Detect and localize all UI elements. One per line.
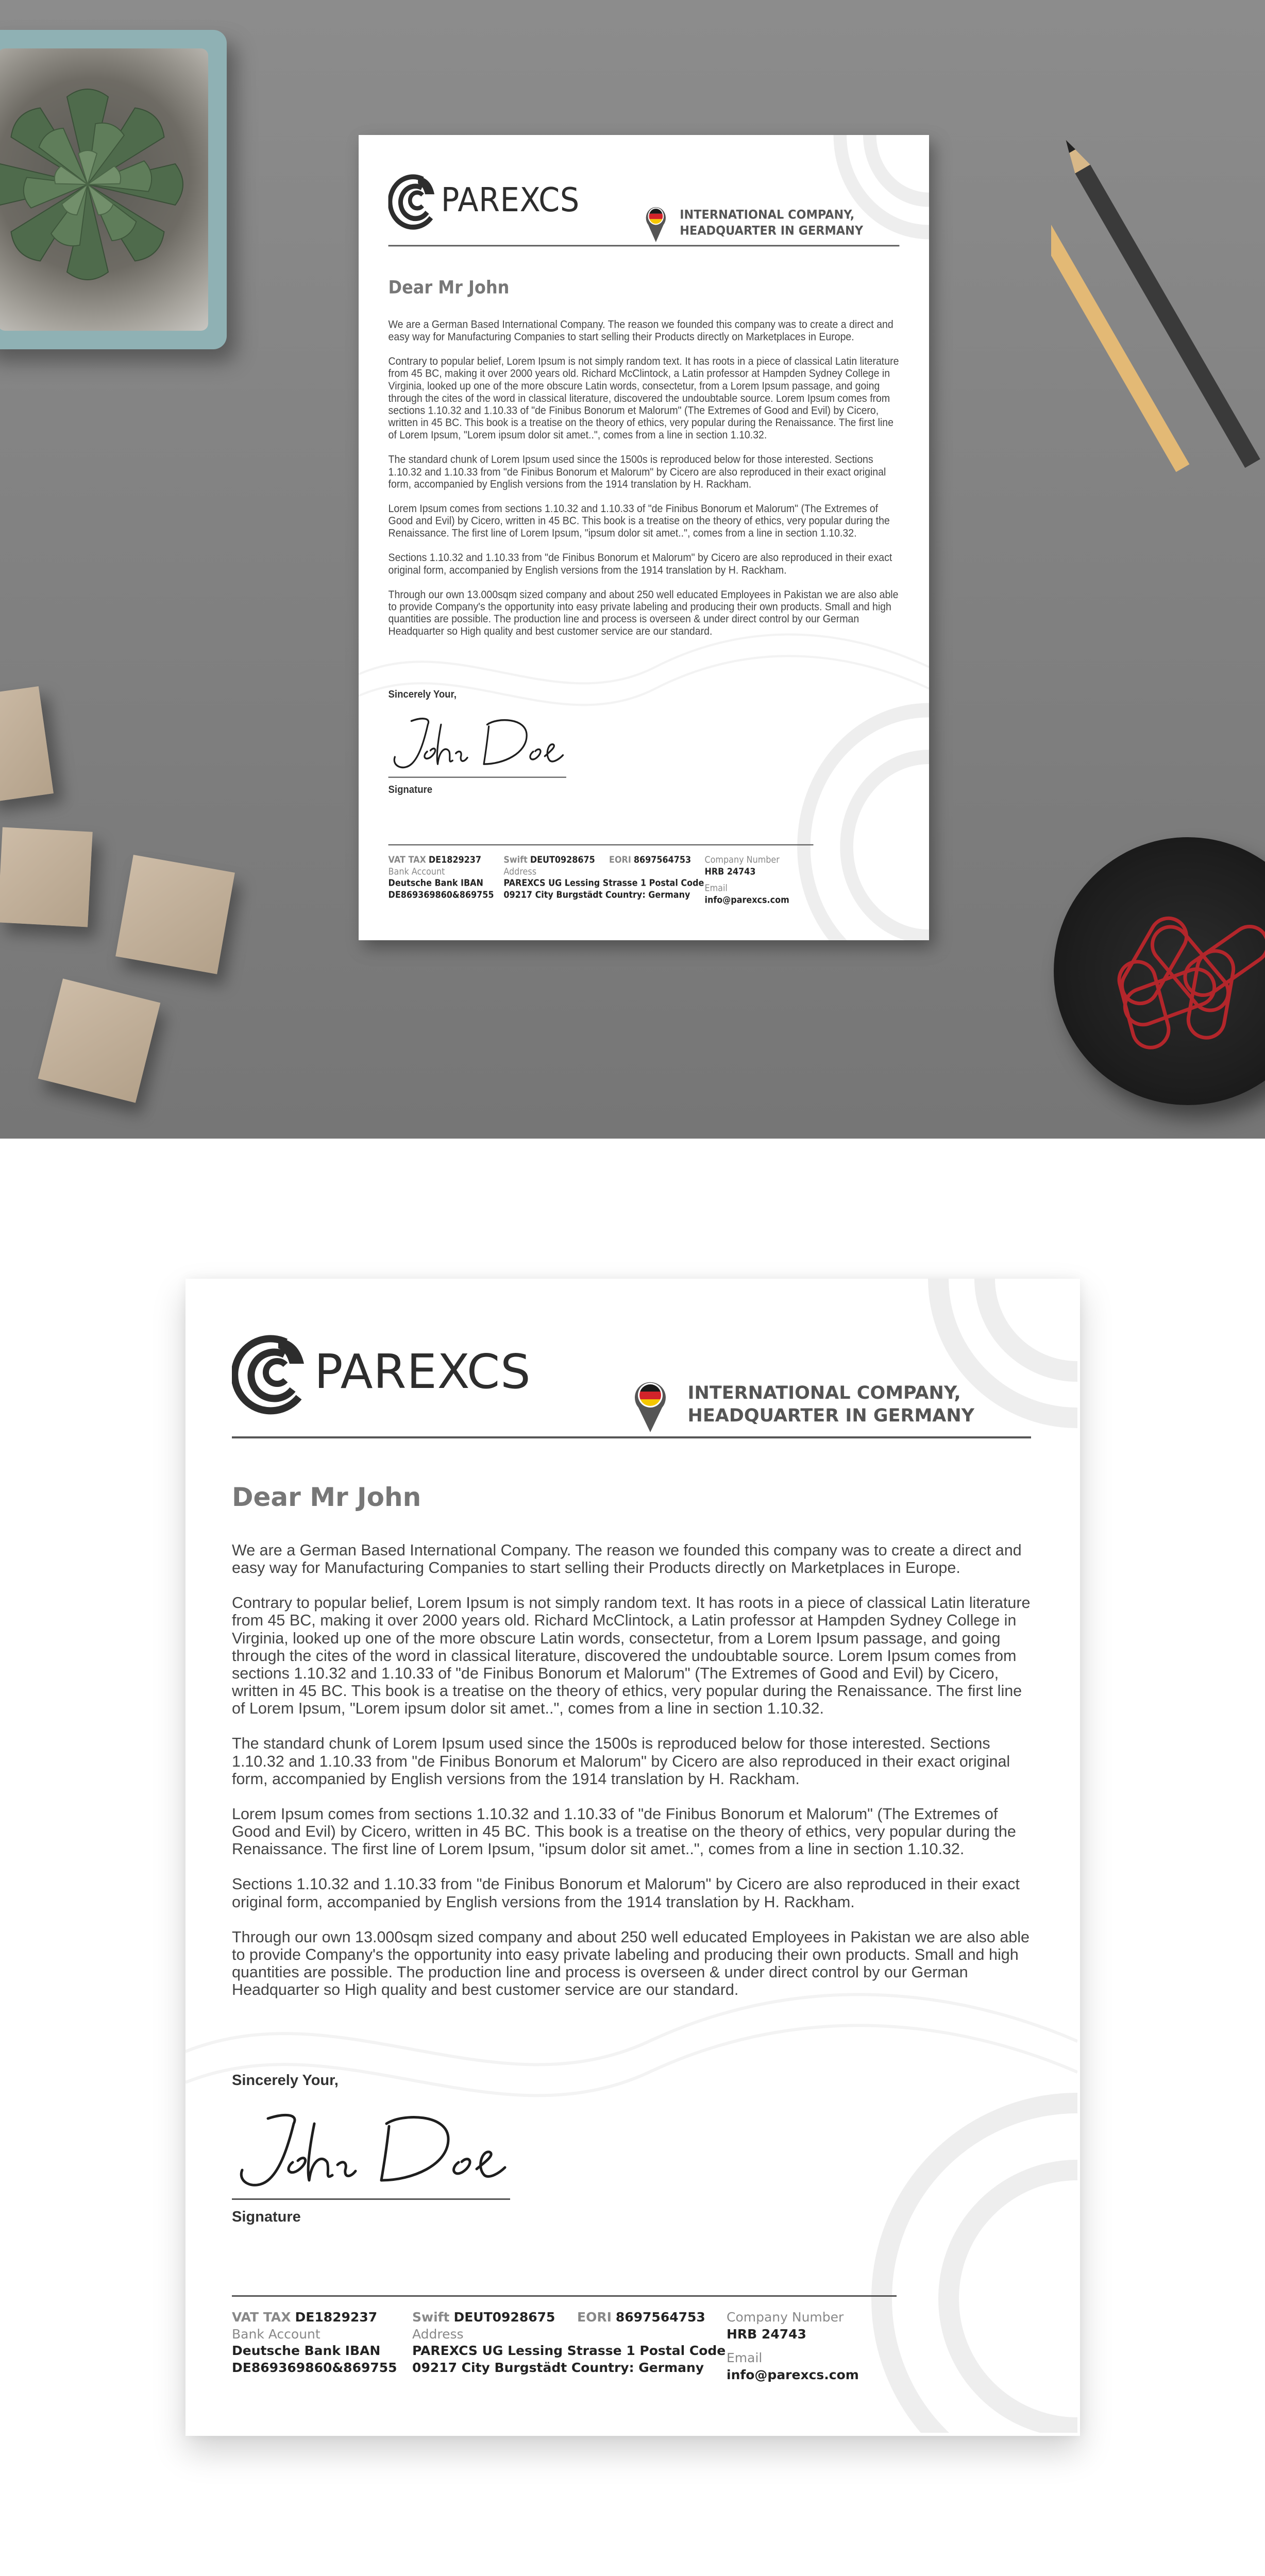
footer-col-company [704,854,789,906]
footer-col-eori [577,2309,705,2326]
wooden-block [38,978,161,1103]
letter-header [389,164,900,246]
company-name: PAREXCS [441,180,580,219]
succulent-icon [0,87,185,282]
signature-label: Signature [388,784,433,795]
footer-rule [389,844,814,845]
hq-line-1: INTERNATIONAL COMPANY, [687,1383,961,1404]
company-number-value: HRB 24743 [704,866,756,877]
eori-value: 8697564753 [633,854,691,865]
headquarter-text [680,207,863,239]
address-label: Address [503,866,537,877]
email-label: Email [727,2350,763,2365]
footer-rule [232,2295,897,2297]
body-paragraph: Contrary to popular belief, Lorem Ipsum is not simply random text. It has roots in a piece of classical Latin literature from 45 BC, making it over 2000 years old. Richard McClintock, a Latin professor at Hampden Sydney College in Virginia, looked up one of the more obscure Latin words, consectetur, from a Lorem Ipsum passage, and going through the cites of the word in classical literature, discovered the undoubtable source. Lorem Ipsum comes from sections 1.10.32 and 1.10.33 of "de Finibus Bonorum et Malorum" (The Extremes of Good and Evil) by Cicero, written in 45 BC. This book is a treatise on the theory of ethics, very popular during the Renaissance. The first line of Lorem Ipsum, "Lorem ipsum dolor sit amet..", comes from a line in section 1.10.32. [388,355,899,442]
letter-body [232,1541,1031,2016]
company-name: PAREXCS [314,1344,531,1399]
vat-label: VAT TAX [232,2310,291,2325]
plant-pot [0,30,227,349]
letter-content-small [359,135,929,940]
body-paragraph: Lorem Ipsum comes from sections 1.10.32 and 1.10.33 of "de Finibus Bonorum et Malorum" (The Extremes of Good and Evil) by Cicero, written in 45 BC. This book is a treatise on the theory of ethics, very popular during the Renaissance. The first line of Lorem Ipsum, "ipsum dolor sit amet..", comes from a line in section 1.10.32. [232,1805,1016,1858]
bank-label: Bank Account [232,2326,321,2342]
letter-closing: Sincerely Your, [232,2072,339,2089]
hq-line-2: HEADQUARTER IN GERMANY [687,1405,974,1426]
bank-line-1: Deutsche Bank IBAN [232,2343,381,2358]
body-paragraph: Contrary to popular belief, Lorem Ipsum is not simply random text. It has roots in a piece of classical Latin literature from 45 BC, making it over 2000 years old. Richard McClintock, a Latin professor at Hampden Sydney College in Virginia, looked up one of the more obscure Latin words, consectetur, from a Lorem Ipsum passage, and going through the cites of the word in classical literature, discovered the undoubtable source. Lorem Ipsum comes from sections 1.10.32 and 1.10.33 of "de Finibus Bonorum et Malorum" (The Extremes of Good and Evil) by Cicero, written in 45 BC. This book is a treatise on the theory of ethics, very popular during the Renaissance. The first line of Lorem Ipsum, "Lorem ipsum dolor sit amet..", comes from a line in section 1.10.32. [232,1594,1031,1718]
body-paragraph: Through our own 13.000sqm sized company and about 250 well educated Employees in Pakistan we are also able to provide Company's the opportunity into easy private labeling and producing their own products. Small and high quantities are possible. The production line and process is overseen & under direct control by our German Headquarter so High quality and best customer service are our standard. [388,588,899,637]
logo-mark-icon [232,1328,309,1415]
swift-label: Swift [503,854,528,865]
handwritten-signature [389,710,566,775]
letter-page [185,1279,1080,2436]
letter-content [185,1279,1077,2433]
body-paragraph: Through our own 13.000sqm sized company and about 250 well educated Employees in Pakistan we are also able to provide Company's the opportunity into easy private labeling and producing their own products. Small and high quantities are possible. The production line and process is overseen & under direct control by our German Headquarter so High quality and best customer service are our standard. [232,1928,1030,1999]
address-line-1: PAREXCS UG Lessing Strasse 1 Postal Code [412,2343,726,2358]
body-paragraph: Sections 1.10.32 and 1.10.33 from "de Finibus Bonorum et Malorum" by Cicero are also reproduced in their exact original form, accompanied by English versions from the 1914 translation by H. Rackham. [388,551,892,576]
vat-value: DE1829237 [295,2310,378,2325]
address-line-2: 09217 City Burgstädt Country: Germany [503,889,690,900]
footer-col-eori [609,854,691,866]
email-label: Email [704,883,728,893]
email-value: info@parexcs.com [727,2367,859,2382]
company-number-label: Company Number [727,2310,844,2325]
wooden-block [0,827,93,927]
body-paragraph: We are a German Based International Company. The reason we founded this company was to create a direct and easy way for Manufacturing Companies to start selling their Products directly on Marketplaces in Europe. [388,318,893,343]
eori-label: EORI [577,2310,612,2325]
signature-line [389,777,566,778]
bank-line-2: DE869369860&869755 [388,889,494,900]
hq-line-1: INTERNATIONAL COMPANY, [680,208,855,223]
desk-mockup-scene [0,0,1265,1139]
body-paragraph: The standard chunk of Lorem Ipsum used since the 1500s is reproduced below for those interested. Sections 1.10.32 and 1.10.33 from "de Finibus Bonorum et Malorum" by Cicero are also reproduced in their exact original form, accompanied by English versions from the 1914 translation by H. Rackham. [232,1735,1010,1788]
logo-mark-icon [389,169,438,230]
footer-col-company [727,2309,859,2383]
body-paragraph: We are a German Based International Company. The reason we founded this company was to create a direct and easy way for Manufacturing Companies to start selling their Products directly on Marketplaces in Europe. [232,1541,1022,1577]
swift-label: Swift [412,2310,450,2325]
company-number-label: Company Number [704,854,780,865]
vat-value: DE1829237 [428,854,481,865]
pencil-icon [1051,129,1265,489]
email-value: info@parexcs.com [704,894,789,905]
address-line-1: PAREXCS UG Lessing Strasse 1 Postal Code [503,877,704,888]
vat-label: VAT TAX [388,854,426,865]
footer-col-vat [232,2309,397,2376]
bank-line-2: DE869369860&869755 [232,2360,397,2375]
eori-label: EORI [609,854,631,865]
swift-value: DEUT0928675 [530,854,595,865]
address-line-2: 09217 City Burgstädt Country: Germany [412,2360,704,2375]
letter-page-mockup [359,135,929,940]
letter-greeting: Dear Mr John [388,277,510,298]
footer-col-vat [389,854,494,901]
address-label: Address [412,2326,464,2342]
eori-value: 8697564753 [615,2310,705,2325]
signature-line [232,2198,510,2200]
letter-greeting: Dear Mr John [232,1482,421,1512]
company-number-value: HRB 24743 [727,2326,806,2342]
headquarter-info [644,204,863,243]
swift-value: DEUT0928675 [453,2310,555,2325]
paperclip-icon [1054,837,1265,1105]
paperclip-dish [1054,837,1265,1105]
letter-body [389,318,900,650]
body-paragraph: Lorem Ipsum comes from sections 1.10.32 and 1.10.33 of "de Finibus Bonorum et Malorum" (The Extremes of Good and Evil) by Cicero, written in 45 BC. This book is a treatise on the theory of ethics, very popular during the Renaissance. The first line of Lorem Ipsum, "ipsum dolor sit amet..", comes from a line in section 1.10.32. [388,502,890,539]
body-paragraph: Sections 1.10.32 and 1.10.33 from "de Finibus Bonorum et Malorum" by Cicero are also reproduced in their exact original form, accompanied by English versions from the 1914 translation by H. Rackham. [232,1875,1020,1911]
signature-label: Signature [232,2209,301,2225]
headquarter-info [632,1377,974,1433]
company-logo [232,1320,531,1423]
body-paragraph: The standard chunk of Lorem Ipsum used since the 1500s is reproduced below for those interested. Sections 1.10.32 and 1.10.33 from "de Finibus Bonorum et Malorum" by Cicero are also reproduced in their exact original form, accompanied by English versions from the 1914 translation by H. Rackham. [388,453,886,490]
wooden-block [115,855,235,974]
wooden-block [0,686,54,803]
handwritten-signature [232,2103,510,2196]
company-logo [389,164,580,236]
bank-label: Bank Account [388,866,445,877]
headquarter-text [688,1382,974,1428]
letter-closing: Sincerely Your, [388,688,457,700]
letter-header [232,1320,1031,1438]
hq-line-2: HEADQUARTER IN GERMANY [680,223,864,238]
bank-line-1: Deutsche Bank IBAN [388,877,483,888]
map-pin-icon [644,204,667,243]
map-pin-icon [632,1377,668,1433]
